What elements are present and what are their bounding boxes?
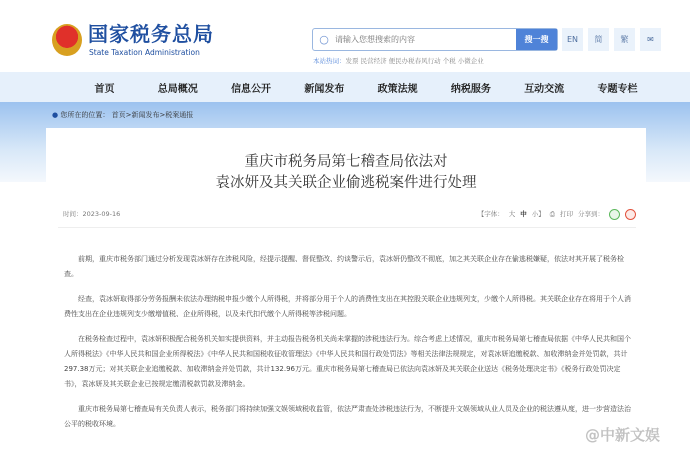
logo-subtitle: State Taxation Administration bbox=[89, 48, 200, 57]
location-icon: ● bbox=[52, 111, 59, 119]
print-icon[interactable]: ⎙ bbox=[549, 210, 555, 218]
search-box bbox=[312, 28, 558, 51]
font-large-button[interactable]: 大 bbox=[508, 210, 516, 218]
search-input[interactable] bbox=[335, 29, 516, 50]
font-small-button[interactable]: 小】 bbox=[531, 210, 545, 218]
paragraph: 前期，重庆市税务部门通过分析发现袁冰妍存在涉税风险，经提示提醒、督促整改、约谈警示后，袁冰妍仍整改不彻底，加之其关联企业存在偷逃税嫌疑，依法对其开展了税务检查。 bbox=[64, 255, 624, 278]
lang-simplified-button[interactable]: 简 bbox=[588, 28, 609, 51]
nav-home[interactable]: 首页 bbox=[94, 83, 115, 95]
divider bbox=[58, 227, 636, 228]
hot-word-list[interactable]: 发票 民营经济 便民办税春风行动 个税 小微企业 bbox=[345, 57, 484, 65]
header bbox=[0, 0, 690, 72]
publish-date: 时间：2023-09-16 bbox=[63, 210, 121, 218]
mail-icon[interactable]: ✉ bbox=[640, 28, 661, 51]
wechat-share-icon[interactable] bbox=[609, 209, 620, 220]
nav-overview[interactable]: 总局概况 bbox=[157, 83, 198, 95]
main-nav bbox=[0, 72, 690, 102]
logo-title[interactable]: 国家税务总局 bbox=[88, 22, 214, 46]
font-medium-button[interactable]: 中 bbox=[520, 210, 527, 218]
nav-info[interactable]: 信息公开 bbox=[231, 83, 272, 95]
paragraph: 在税务检查过程中，袁冰妍积极配合税务机关如实提供资料，并主动报告税务机关尚未掌握的涉税违法行为。综合考虑上述情况，重庆市税务局第七稽查局依据《中华人民共和国个人所得税法》《中华人民共和国企业所得税法》《中华人民共和国税收征收管理法》《中华人民共和国行政处罚法》等相关法律法规规定，对袁冰妍追缴税款、加收滞纳金并处罚款，共计297.38万元；对其关联企业追缴税款、加收滞纳金并处罚款，共计132.96万元。重庆市税务局第七稽查局已依法向袁冰妍及其关联企业送达《税务处理决定书》《税务行政处罚决定书》，袁冰妍及其关联企业已按规定缴清税款罚款及滞纳金。 bbox=[64, 335, 631, 388]
watermark: @中新文娱 bbox=[584, 426, 660, 444]
breadcrumb bbox=[52, 111, 193, 120]
nav-topics[interactable]: 专题专栏 bbox=[597, 83, 638, 95]
search-icon: ○ bbox=[319, 33, 329, 46]
breadcrumb-label: 您所在的位置： bbox=[60, 111, 110, 119]
paragraph: 重庆市税务局第七稽查局有关负责人表示，税务部门将持续加强文娱领域税收监管，依法严肃查处涉税违法行为，不断提升文娱领域从业人员及企业的税法遵从度，进一步营造法治公平的税收环境。 bbox=[64, 405, 631, 428]
nav-interaction[interactable]: 互动交流 bbox=[524, 83, 565, 95]
nav-policy[interactable]: 政策法规 bbox=[377, 83, 418, 95]
hot-words bbox=[313, 57, 484, 66]
search-button[interactable]: 搜一搜 bbox=[516, 29, 557, 50]
title-line-2: 袁冰妍及其关联企业偷逃税案件进行处理 bbox=[215, 175, 477, 191]
share-label: 分享到： bbox=[578, 210, 604, 218]
lang-en-button[interactable]: EN bbox=[562, 28, 583, 51]
nav-news[interactable]: 新闻发布 bbox=[304, 83, 345, 95]
article-title bbox=[46, 152, 646, 194]
breadcrumb-path[interactable]: 首页>新闻发布>税案通报 bbox=[111, 111, 194, 119]
national-emblem-logo[interactable] bbox=[52, 24, 82, 56]
nav-service[interactable]: 纳税服务 bbox=[450, 83, 491, 95]
paragraph: 经查，袁冰妍取得部分劳务报酬未依法办理纳税申报少缴个人所得税，并将部分用于个人的消费性支出在其控股关联企业违规列支，少缴个人所得税。其关联企业存在将用于个人消费性支出在企业违规列支少缴增值税、企业所得税，以及未代扣代缴个人所得税等涉税问题。 bbox=[64, 295, 631, 318]
title-line-1: 重庆市税务局第七稽查局依法对 bbox=[244, 154, 448, 170]
hot-label: 本站热词： bbox=[313, 57, 346, 65]
article-meta bbox=[63, 208, 636, 220]
article-body bbox=[64, 252, 634, 442]
print-button[interactable]: 打印 bbox=[560, 210, 573, 218]
lang-traditional-button[interactable]: 繁 bbox=[614, 28, 635, 51]
font-size-label: 【字体： bbox=[477, 210, 504, 218]
article-card bbox=[46, 128, 646, 458]
weibo-share-icon[interactable] bbox=[625, 209, 636, 220]
